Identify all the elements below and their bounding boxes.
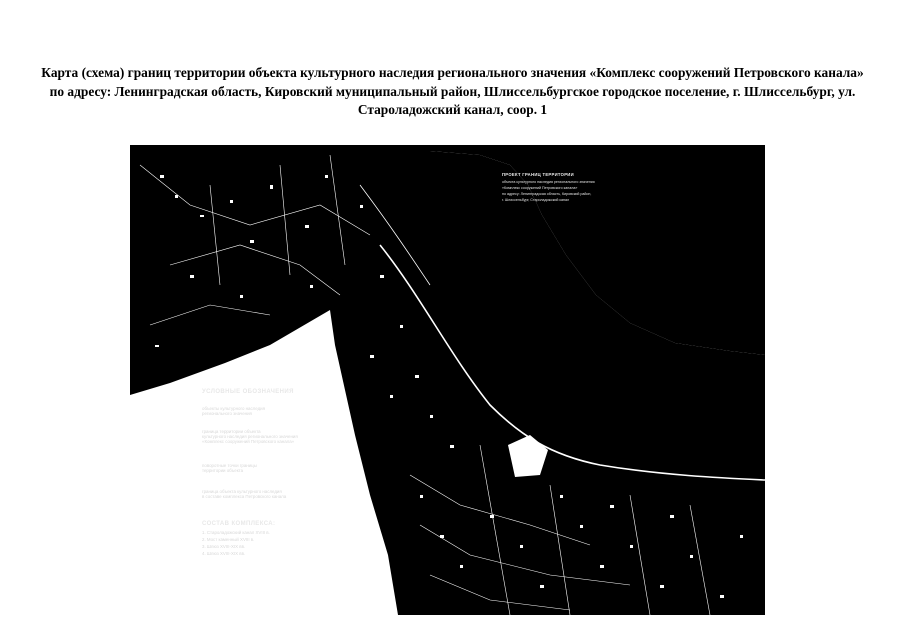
legend-item-4-line1: граница объекта культурного наследия bbox=[202, 489, 282, 494]
legend-item-2-line2: культурного наследия регионального значения bbox=[202, 434, 298, 439]
legend-title: УСЛОВНЫЕ ОБОЗНАЧЕНИЯ bbox=[202, 389, 294, 395]
legend-item-2-line1: граница территории объекта bbox=[202, 429, 261, 434]
legend-item-3-line1: поворотные точки границы bbox=[202, 463, 257, 468]
legend-item-3-line2: территории объекта bbox=[202, 468, 244, 473]
stamp-line-4: г. Шлиссельбург, Староладожский канал bbox=[502, 198, 570, 202]
legend-item-1-line2: регионального значения bbox=[202, 411, 252, 416]
stamp-title: ПРОЕКТ ГРАНИЦ ТЕРРИТОРИИ bbox=[502, 172, 574, 177]
composition-item-1: 1. Староладожский канал XVIII в. bbox=[202, 530, 270, 535]
document-title bbox=[20, 64, 885, 120]
legend-item-2-line3: «Комплекс сооружений Петровского канала» bbox=[202, 439, 295, 444]
map-canvas bbox=[130, 145, 765, 615]
stamp-line-2: «Комплекс сооружений Петровского канала» bbox=[502, 186, 578, 190]
title-line-1: Карта (схема) границ территории объекта культурного наследия регионального значения «Комплекс сооружений Петровского канала» bbox=[41, 65, 864, 80]
composition-item-2: 2. Мост каменный XVIII в. bbox=[202, 537, 255, 542]
legend bbox=[178, 389, 298, 556]
stamp-line-3: по адресу: Ленинградская область, Кировский район, bbox=[502, 192, 592, 196]
legend-item-1-line1: объекты культурного наследия bbox=[202, 406, 265, 411]
boundary-map[interactable] bbox=[130, 145, 765, 615]
legend-marker-dot bbox=[185, 411, 187, 413]
composition-item-3: 3. Шлюз XVIII-XIX вв. bbox=[202, 544, 246, 549]
composition-item-4: 4. Шлюз XVIII-XIX вв. bbox=[202, 551, 246, 556]
legend-item-4-line2: в составе комплекса Петровского канала bbox=[202, 494, 287, 499]
legend-marker-point bbox=[181, 466, 189, 474]
stamp-line-1: объекта культурного наследия регионального значения bbox=[502, 180, 595, 184]
title-line-2: по адресу: Ленинградская область, Кировский муниципальный район, Шлиссельбургское городское поселение, г. Шлиссельбург, ул. Староладожский канал, соор. 1 bbox=[49, 83, 856, 118]
composition-title: СОСТАВ КОМПЛЕКСА: bbox=[202, 521, 276, 527]
